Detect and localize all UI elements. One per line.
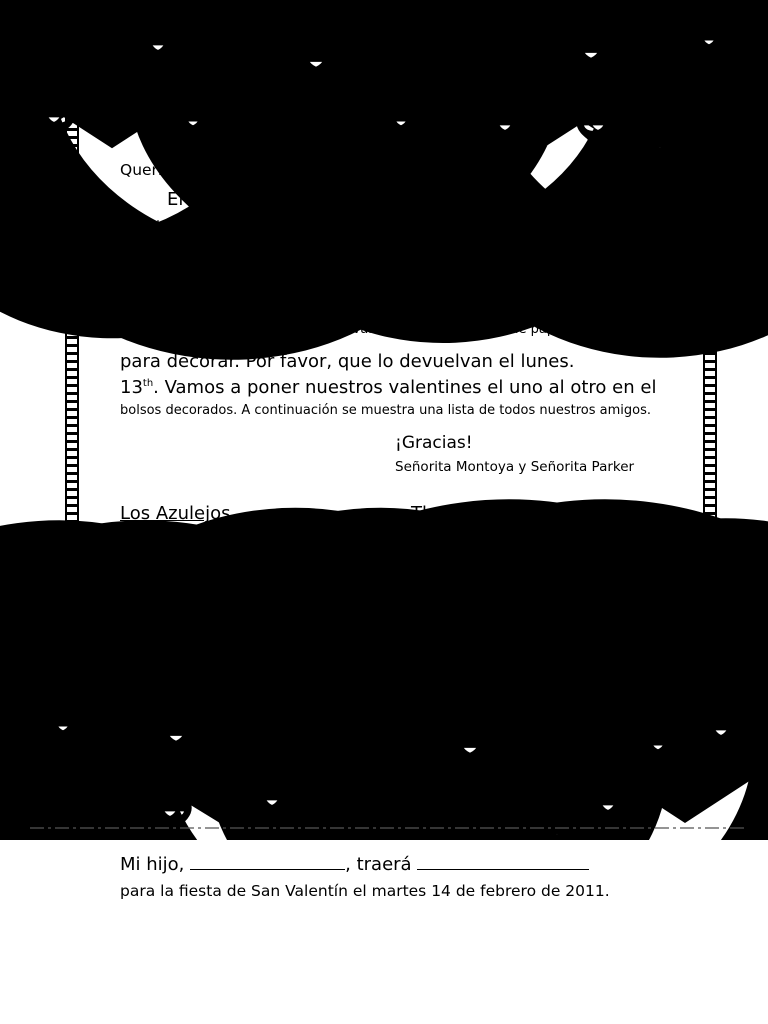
student-name: Kimberly (221, 600, 293, 620)
class-title-humming-birds: The Humming Birds (411, 503, 590, 524)
letter-line-8-number: 13 (120, 377, 143, 398)
form-line-1 (120, 854, 589, 875)
student-name: José (120, 695, 153, 715)
letter-line-8-text: . Vamos a poner nuestros valentines el uno al otro en el (153, 377, 657, 398)
student-name: Lourdes (418, 529, 482, 548)
student-name: Valentina (221, 624, 296, 644)
student-name: Brianna (534, 648, 596, 667)
student-name: Emily (534, 695, 579, 715)
copyright-mark: C (42, 717, 50, 730)
greeting: Queridas familias, (120, 161, 261, 179)
thanks: ¡Gracias! (395, 433, 473, 453)
student-name: Emilio (221, 576, 270, 596)
student-name: Mario (534, 600, 579, 620)
student-name: Ivette (534, 529, 581, 548)
letter-line-9: bolsos decorados. A continuación se muestra una lista de todos nuestros amigos. (120, 403, 652, 418)
student-name: Kobe (120, 671, 160, 691)
student-name: Jarette (120, 529, 173, 548)
letter-line-4: llevar 12 cajas de jugo cada uno. Si te gustaría (120, 270, 544, 291)
student-name: María (534, 552, 579, 572)
form-label-brings: , traerá (345, 854, 412, 875)
letter-line-6: Hoy los estudiantes están llevando a casa una bolsa de papel marrón. (165, 322, 622, 337)
student-name: Yahayra (120, 576, 184, 596)
letter-line-5: por favor contribuye y completa la parte inferior para hacernos saber. (120, 296, 594, 312)
student-name: Cy (418, 695, 439, 715)
letter-line-7: para decorar. Por favor, que lo devuelvan el lunes. (120, 351, 575, 372)
student-name: Sean (196, 695, 236, 715)
letter-line-2: ¡Fiesta del Día de San Valentín! Estaremos repartiendo valentines. (120, 217, 635, 235)
student-name: Colleen (534, 624, 594, 644)
student-name: Michaela (534, 671, 606, 691)
superscript-th: th (380, 191, 390, 201)
letter-line-3: tarjetas para todos nuestros compañeros de clase. Nos gustaría para 4 familias (120, 242, 658, 258)
student-name: Tyra (418, 576, 452, 596)
student-name: Moisés (534, 576, 589, 596)
student-name: Jesús (120, 552, 162, 572)
class-title-azulejos: Los Azulejos (120, 503, 231, 524)
student-name: Marintia (221, 529, 287, 548)
form-line-2: para la fiesta de San Valentín el martes 14 de febrero de 2011. (120, 882, 610, 900)
student-name: Isabella (120, 600, 182, 620)
student-name: Xavier (418, 552, 470, 572)
student-name: August (221, 671, 277, 691)
student-name: Ángela (418, 648, 474, 667)
letter-line-8 (120, 377, 656, 398)
student-name: Lorena (120, 624, 175, 644)
letter-line-1 (167, 189, 613, 210)
letter-line-1-text: El martes 14 de febrero (167, 189, 381, 210)
superscript-th: th (142, 378, 154, 389)
student-name: Caitlyn (221, 648, 277, 667)
letter-line-1-rest: tendremos nuestra clase (389, 189, 613, 210)
child-name-blank[interactable] (190, 855, 345, 870)
student-name: Julio (120, 648, 154, 667)
student-name: Jaqueline (221, 552, 295, 572)
student-name: Sara (418, 671, 455, 691)
item-blank[interactable] (417, 855, 589, 870)
student-name: Rafael (418, 600, 469, 620)
signature: Señorita Montoya y Señorita Parker (395, 459, 635, 475)
student-name: Camila (418, 624, 474, 644)
form-label-child: Mi hijo, (120, 854, 185, 875)
